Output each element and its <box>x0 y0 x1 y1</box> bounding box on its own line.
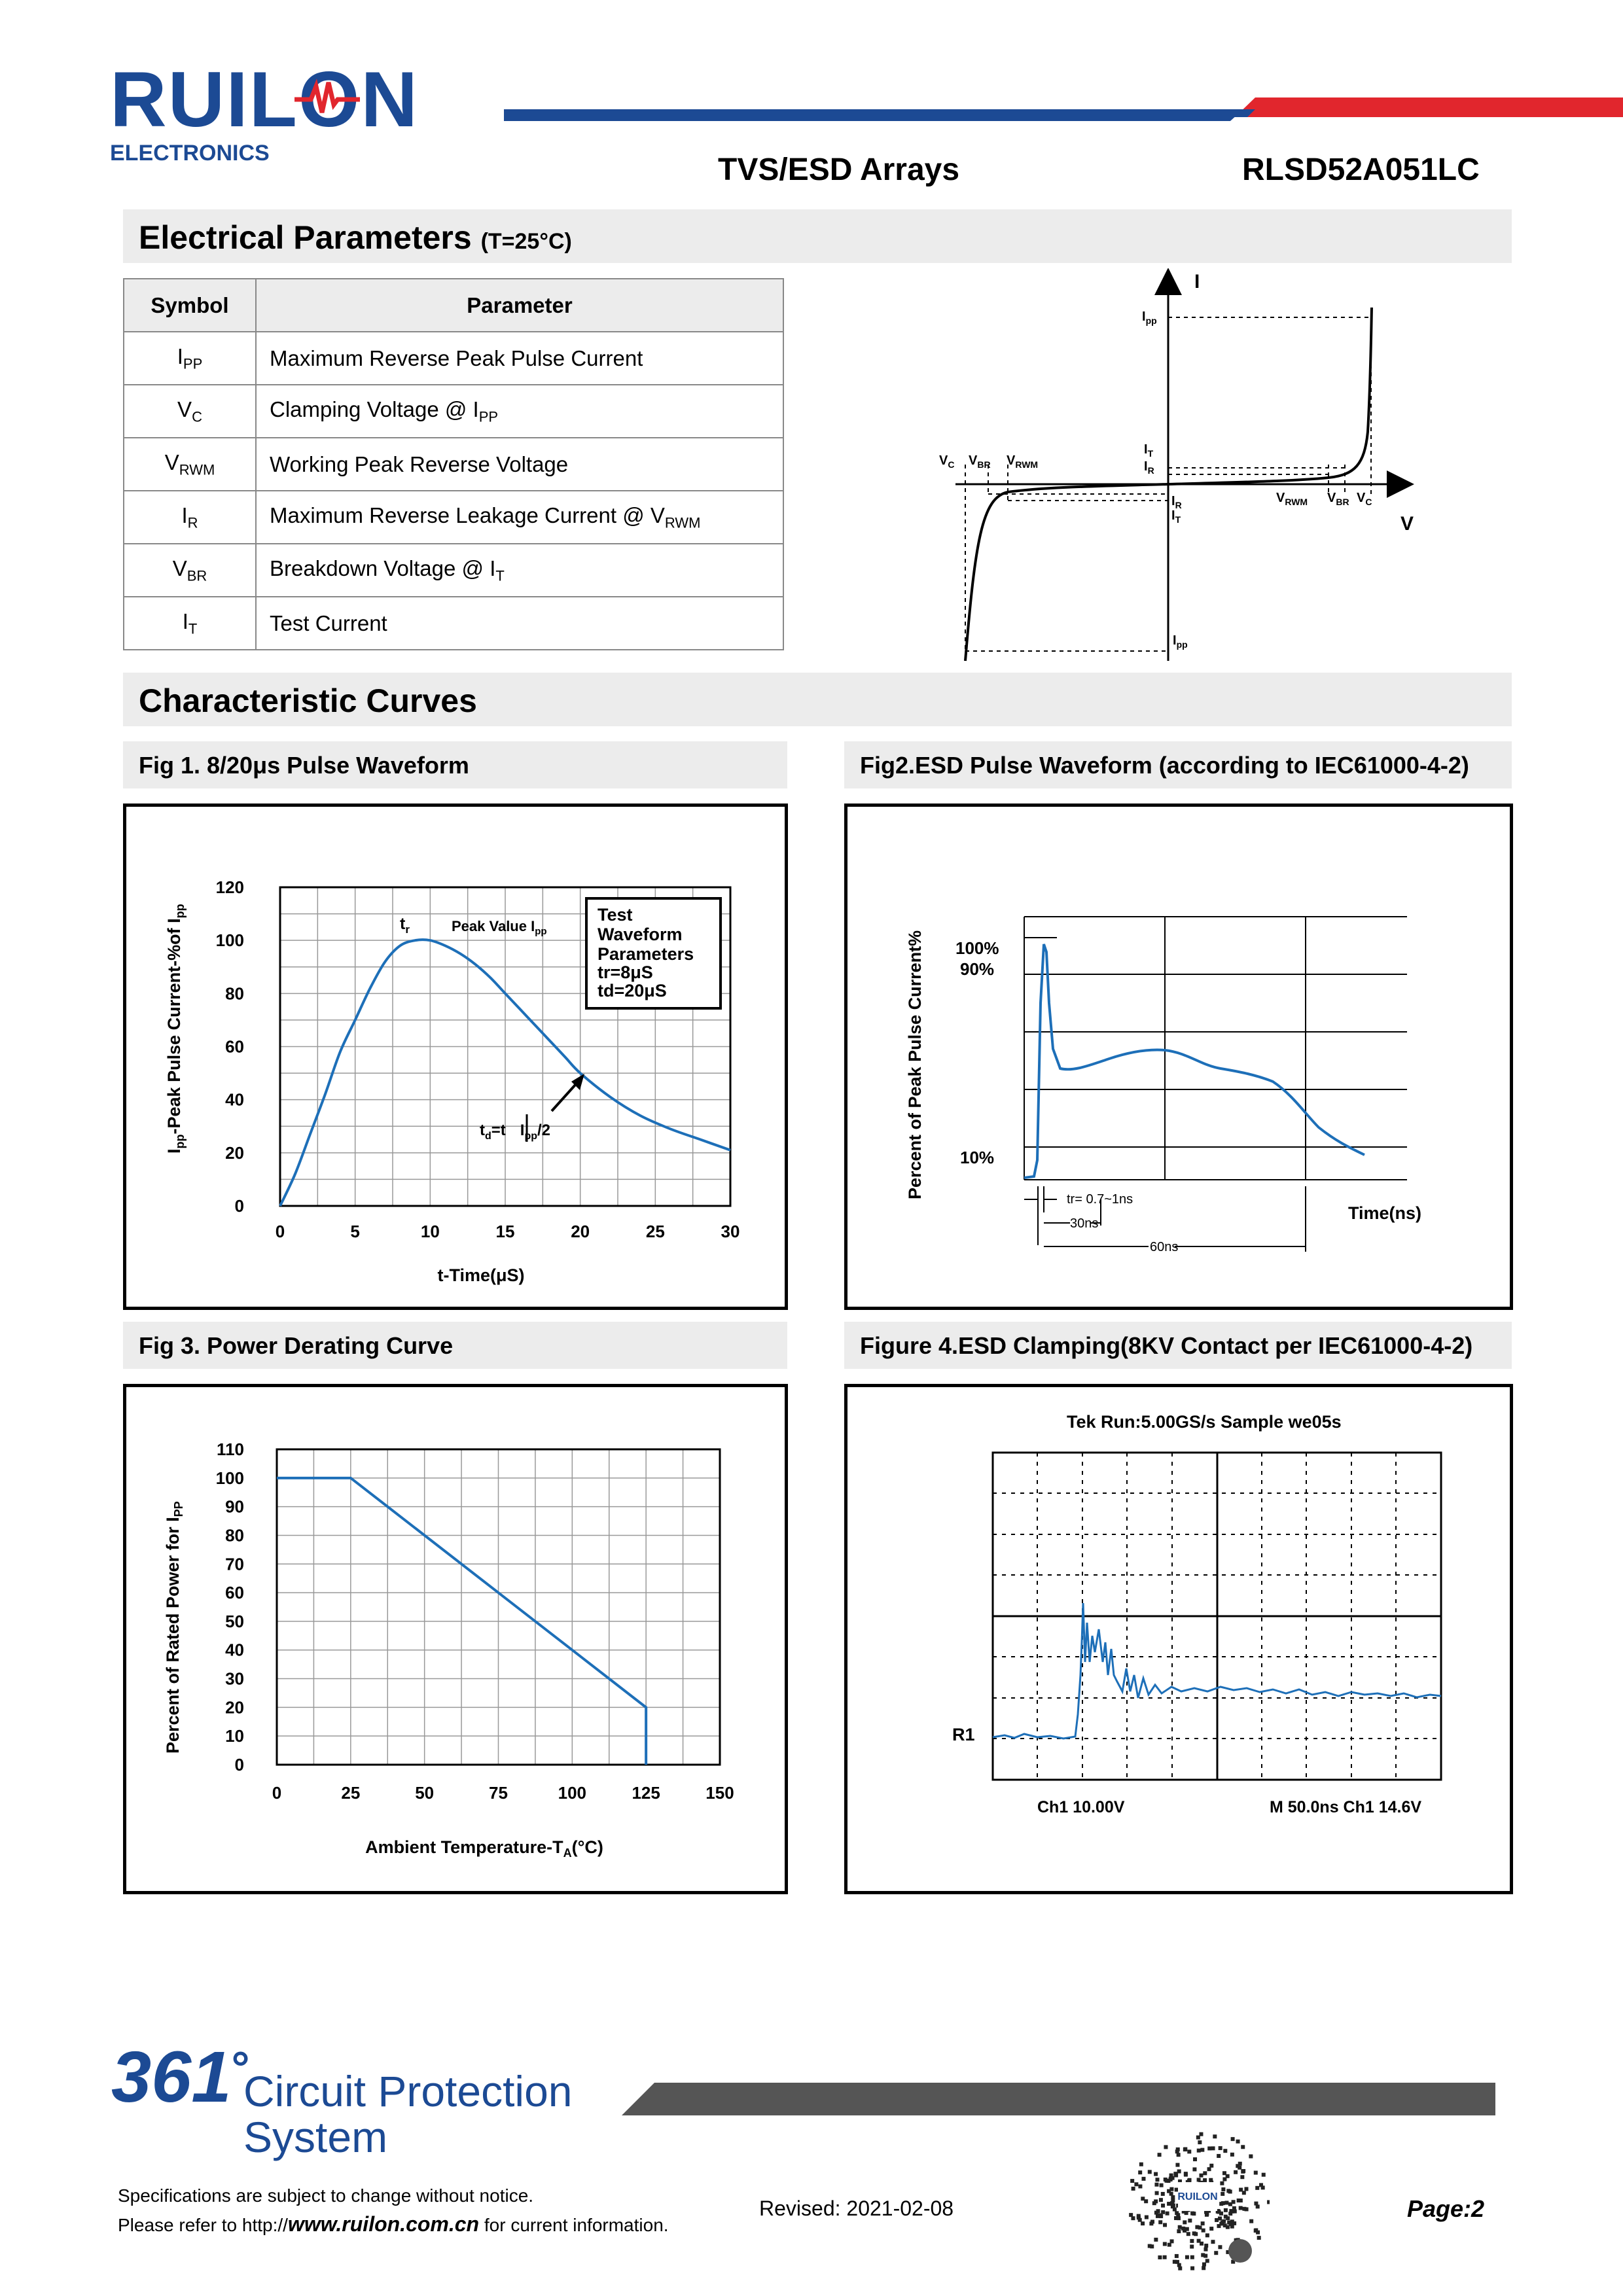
qr-module <box>1254 2228 1258 2232</box>
qr-module <box>1257 2236 1261 2240</box>
table-row <box>124 491 783 544</box>
parameter-cell: Breakdown Voltage @ $I_T$ <box>256 544 783 597</box>
table-row <box>124 544 783 597</box>
fig2-label-100: 100% <box>955 938 999 958</box>
fig1-chart <box>126 807 785 1307</box>
parameter-cell: Clamping Voltage @ $I_{PP}$ <box>256 385 783 438</box>
qr-module <box>1205 2259 1209 2263</box>
footer-notice-1: Specifications are subject to change without notice. <box>118 2185 534 2206</box>
electrical-condition: (T=25°C) <box>480 229 572 254</box>
qr-module <box>1186 2232 1190 2236</box>
y-tick-label: 0 <box>234 1196 244 1216</box>
qr-module <box>1188 2219 1192 2223</box>
qr-module <box>1154 2183 1158 2187</box>
qr-module <box>1158 2153 1162 2157</box>
qr-module <box>1201 2253 1205 2257</box>
qr-module <box>1202 2266 1205 2270</box>
fig2-grid <box>1024 917 1407 1180</box>
qr-module <box>1197 2149 1201 2153</box>
qr-module <box>1156 2214 1160 2218</box>
qr-module <box>1173 2260 1177 2264</box>
qr-module <box>1138 2218 1142 2222</box>
qr-module <box>1237 2199 1241 2202</box>
qr-module <box>1254 2171 1258 2175</box>
qr-module <box>1198 2225 1202 2229</box>
ir-bottom-label: $I_R$ <box>1171 494 1182 510</box>
qr-module <box>1183 2147 1187 2151</box>
fig2-xlabel: Time(ns) <box>1348 1203 1422 1223</box>
footer-notice-suffix: for current information. <box>479 2215 669 2235</box>
qr-module <box>1183 2220 1186 2224</box>
qr-module <box>1190 2245 1194 2249</box>
axis-i-label: I <box>1194 271 1200 292</box>
x-tick-label: 0 <box>275 1222 285 1241</box>
it-bottom-label: $I_T$ <box>1171 508 1181 525</box>
iv-characteristic-diagram <box>936 268 1492 674</box>
x-tick-label: 30 <box>721 1222 740 1241</box>
qr-module <box>1139 2163 1143 2166</box>
qr-module <box>1173 2172 1177 2176</box>
heartbeat-icon <box>294 79 360 118</box>
qr-module <box>1178 2267 1182 2270</box>
y-tick-label: 0 <box>234 1755 244 1775</box>
qr-module <box>1214 2251 1218 2255</box>
qr-module <box>1262 2173 1266 2177</box>
qr-module <box>1169 2174 1173 2178</box>
qr-module <box>1234 2170 1238 2174</box>
x-tick-label: 125 <box>632 1783 660 1803</box>
brand-logo-tail: N <box>361 56 419 143</box>
curves-section-bar <box>123 673 1512 726</box>
qr-module <box>1209 2178 1213 2182</box>
fig1-legend-line: Waveform <box>597 925 683 944</box>
fig2-tr-label: tr= 0.7~1ns <box>1067 1192 1133 1207</box>
fig2-30ns-label: 30ns <box>1070 1216 1099 1231</box>
qr-module <box>1177 2169 1181 2173</box>
fig2-label-10: 10% <box>960 1148 995 1167</box>
qr-module <box>1188 2178 1192 2182</box>
qr-module <box>1229 2209 1233 2213</box>
qr-module <box>1211 2146 1215 2150</box>
it-top-label: $I_T$ <box>1144 442 1154 459</box>
qr-module <box>1171 2204 1175 2208</box>
vbr-left-label: $V_{BR}$ <box>969 453 991 470</box>
qr-module <box>1185 2211 1188 2215</box>
qr-module <box>1141 2197 1145 2200</box>
qr-module <box>1141 2221 1145 2225</box>
fig4-channel-readout: Ch1 10.00V <box>1037 1798 1125 1816</box>
qr-module <box>1232 2221 1236 2225</box>
qr-module <box>1261 2185 1265 2189</box>
qr-module <box>1226 2189 1230 2193</box>
qr-module <box>1170 2239 1174 2243</box>
electrical-section-bar <box>123 209 1512 263</box>
qr-module <box>1154 2199 1158 2203</box>
electrical-title: Electrical Parameters <box>139 219 472 256</box>
qr-module <box>1242 2207 1246 2211</box>
qr-module <box>1236 2140 1240 2144</box>
y-tick-label: 50 <box>225 1611 244 1631</box>
qr-module <box>1154 2172 1158 2176</box>
qr-module <box>1134 2182 1138 2186</box>
qr-module <box>1150 2244 1154 2248</box>
qr-module <box>1241 2169 1245 2173</box>
fig1-caption: Fig 1. 8/20μs Pulse Waveform <box>139 752 469 779</box>
qr-module <box>1211 2240 1215 2244</box>
y-tick-label: 110 <box>217 1439 244 1459</box>
qr-module <box>1175 2254 1179 2258</box>
x-tick-label: 100 <box>558 1783 587 1803</box>
ipp-top-label: $I_{pp}$ <box>1142 309 1157 326</box>
qr-module <box>1221 2192 1224 2196</box>
qr-module <box>1177 2216 1181 2220</box>
fig4-box <box>844 1384 1513 1894</box>
qr-module <box>1231 2137 1235 2141</box>
qr-module <box>1200 2148 1204 2152</box>
qr-module <box>1190 2255 1194 2259</box>
qr-module <box>1175 2211 1179 2215</box>
fig1-legend-line: td=20μS <box>597 981 667 1000</box>
fig4-timebase-readout: M 50.0ns Ch1 14.6V <box>1270 1798 1422 1816</box>
fig1-legend-line: Test <box>597 905 633 925</box>
qr-module <box>1158 2220 1162 2224</box>
qr-module <box>1204 2248 1207 2252</box>
parameter-cell: Maximum Reverse Leakage Current @ $V_{RWM}$ <box>256 491 783 544</box>
fig4-scope <box>847 1387 1510 1891</box>
fig1-box <box>123 804 788 1310</box>
symbol-cell: $I_R$ <box>124 491 256 544</box>
col-parameter: Parameter <box>256 279 783 332</box>
fig3-caption-bar <box>123 1322 787 1369</box>
symbol-cell: $V_{RWM}$ <box>124 438 256 491</box>
footer-notice-prefix: Please refer to http:// <box>118 2215 288 2235</box>
qr-module <box>1219 2146 1222 2150</box>
qr-module <box>1197 2239 1201 2243</box>
qr-module <box>1249 2155 1253 2159</box>
qr-module <box>1145 2216 1149 2219</box>
qr-module <box>1138 2170 1142 2174</box>
symbol-cell: $I_T$ <box>124 597 256 650</box>
y-tick-label: 40 <box>225 1089 244 1110</box>
qr-module <box>1222 2178 1226 2181</box>
brand-logo-text: RUIL <box>110 56 298 143</box>
qr-module <box>1202 2229 1205 2233</box>
qr-module <box>1175 2163 1179 2167</box>
y-tick-label: 80 <box>225 1525 244 1545</box>
qr-module <box>1181 2227 1185 2231</box>
qr-module <box>1167 2202 1171 2206</box>
fig3-chart <box>126 1387 785 1891</box>
ipp-bottom-label: $I_{pp}$ <box>1173 633 1188 650</box>
qr-module <box>1222 2171 1226 2175</box>
y-tick-label: 70 <box>225 1554 244 1574</box>
qr-module <box>1161 2210 1165 2214</box>
footer-brand-361: 361 <box>111 2037 232 2117</box>
fig2-60ns-label: 60ns <box>1150 1240 1179 1254</box>
qr-module <box>1163 2223 1167 2227</box>
qr-module <box>1164 2178 1168 2181</box>
qr-module <box>1175 2149 1179 2153</box>
qr-module <box>1244 2187 1248 2191</box>
qr-module <box>1185 2255 1189 2259</box>
qr-module <box>1224 2201 1228 2205</box>
fig3-caption: Fig 3. Power Derating Curve <box>139 1332 454 1359</box>
qr-module <box>1161 2192 1165 2196</box>
qr-module <box>1163 2242 1167 2246</box>
y-tick-label: 80 <box>225 983 244 1004</box>
y-tick-label: 100 <box>215 930 244 951</box>
footer-revised: Revised: 2021-02-08 <box>759 2197 954 2220</box>
x-tick-label: 150 <box>705 1783 734 1803</box>
qr-module <box>1221 2201 1225 2205</box>
qr-module <box>1190 2212 1194 2216</box>
qr-module <box>1228 2202 1232 2206</box>
qr-module <box>1224 2208 1228 2212</box>
brand-logo <box>110 56 419 143</box>
qr-module <box>1256 2204 1260 2208</box>
y-tick-label: 120 <box>215 877 244 897</box>
qr-module <box>1240 2175 1244 2179</box>
parameter-table <box>123 278 784 650</box>
qr-center-label: RUILON <box>1177 2191 1218 2202</box>
fig4-caption-bar <box>844 1322 1512 1369</box>
footer-notice-2 <box>118 2212 669 2236</box>
vrwm-right-label: $V_{RWM}$ <box>1276 491 1308 507</box>
x-tick-label: 0 <box>272 1783 282 1803</box>
qr-module <box>1190 2239 1194 2243</box>
parameter-cell: Test Current <box>256 597 783 650</box>
vc-right-label: $V_C$ <box>1357 491 1372 507</box>
qr-module <box>1213 2134 1217 2138</box>
qr-module <box>1141 2177 1145 2181</box>
qr-module <box>1159 2198 1163 2202</box>
qr-module <box>1255 2186 1259 2190</box>
qr-module <box>1207 2146 1211 2150</box>
symbol-cell: $I_{PP}$ <box>124 332 256 385</box>
fig1-caption-bar <box>123 741 787 788</box>
y-tick-label: 90 <box>225 1496 244 1517</box>
x-tick-label: 20 <box>571 1222 590 1241</box>
fig3-xlabel: Ambient Temperature-$T_A(^\circ C)$ <box>365 1837 603 1860</box>
y-tick-label: 60 <box>225 1036 244 1057</box>
qr-module <box>1156 2209 1160 2213</box>
ir-top-label: $I_R$ <box>1144 459 1154 476</box>
fig2-label-90: 90% <box>960 959 995 979</box>
symbol-cell: $V_{BR}$ <box>124 544 256 597</box>
qr-module <box>1217 2154 1221 2158</box>
qr-module <box>1230 2153 1234 2157</box>
y-tick-label: 10 <box>225 1726 244 1746</box>
footer-brand-line1: Circuit Protection <box>243 2067 573 2115</box>
qr-module <box>1209 2227 1213 2231</box>
qr-corner-icon <box>1228 2239 1252 2263</box>
footer-page: Page:2 <box>1407 2195 1485 2222</box>
fig4-caption: Figure 4.ESD Clamping(8KV Contact per IEC61000-4-2) <box>860 1332 1473 1359</box>
qr-module <box>1239 2206 1243 2210</box>
brand-subtitle: ELECTRONICS <box>110 141 270 166</box>
qr-module <box>1209 2164 1213 2168</box>
parameter-cell: Working Peak Reverse Voltage <box>256 438 783 491</box>
qr-module <box>1154 2238 1158 2242</box>
symbol-cell: $V_C$ <box>124 385 256 438</box>
fig4-marker-r1: R1 <box>952 1725 975 1744</box>
qr-module <box>1190 2267 1194 2270</box>
qr-module <box>1158 2255 1162 2259</box>
fig2-caption-bar <box>844 741 1512 788</box>
qr-module <box>1184 2172 1188 2176</box>
table-row <box>124 597 783 650</box>
qr-module <box>1215 2218 1219 2222</box>
fig1-tr-label: $t_r$ <box>400 915 410 936</box>
qr-module <box>1160 2183 1164 2187</box>
qr-module <box>1205 2233 1209 2237</box>
fig3-ylabel: Percent of Rated Power for $I_{PP}$ <box>163 1501 185 1754</box>
qr-module <box>1201 2221 1205 2225</box>
qr-module <box>1130 2179 1134 2183</box>
fig3-box <box>123 1384 788 1894</box>
qr-module <box>1159 2214 1163 2218</box>
qr-module <box>1192 2231 1196 2235</box>
qr-module <box>1199 2174 1203 2178</box>
qr-module <box>1155 2178 1159 2181</box>
y-tick-label: 30 <box>225 1669 244 1689</box>
qr-module <box>1198 2140 1202 2144</box>
fig1-legend-line: Parameters <box>597 944 694 964</box>
qr-code <box>1126 2127 1270 2270</box>
footer-website-link[interactable]: www.ruilon.com.cn <box>287 2212 480 2236</box>
qr-module <box>1241 2145 1245 2149</box>
fig2-waveform <box>1024 944 1364 1178</box>
fig2-chart <box>847 807 1510 1307</box>
x-tick-label: 15 <box>495 1222 515 1241</box>
qr-module <box>1138 2184 1142 2188</box>
x-tick-label: 25 <box>645 1222 665 1241</box>
brand-logo-o: O <box>298 60 361 139</box>
qr-module <box>1177 2229 1181 2233</box>
fig1-legend-line: tr=8μS <box>597 963 653 982</box>
qr-module <box>1169 2187 1173 2191</box>
x-tick-label: 10 <box>420 1222 440 1241</box>
qr-module <box>1223 2149 1227 2153</box>
vbr-right-label: $V_{BR}$ <box>1327 491 1349 507</box>
y-tick-label: 100 <box>215 1468 244 1488</box>
qr-module <box>1218 2245 1222 2249</box>
qr-module <box>1166 2212 1169 2216</box>
qr-module <box>1204 2244 1208 2248</box>
parameter-cell: Maximum Reverse Peak Pulse Current <box>256 332 783 385</box>
parameter-rows <box>124 332 783 650</box>
qr-module <box>1202 2263 1206 2267</box>
table-row <box>124 385 783 438</box>
qr-module <box>1203 2171 1207 2175</box>
qr-module <box>1185 2227 1189 2231</box>
footer-stripe <box>622 2083 1495 2115</box>
qr-module <box>1161 2204 1165 2208</box>
qr-module <box>1171 2195 1175 2199</box>
vc-left-label: $V_C$ <box>939 453 955 470</box>
y-tick-label: 20 <box>225 1142 244 1163</box>
fig1-ylabel: $I_{pp}$-Peak Pulse Current-%of $I_{pp}$ <box>164 904 187 1154</box>
qr-module <box>1220 2181 1224 2185</box>
qr-module <box>1129 2213 1133 2217</box>
axis-v-label: V <box>1400 513 1414 535</box>
qr-module <box>1236 2164 1240 2168</box>
qr-module <box>1221 2187 1225 2191</box>
vrwm-left-label: $V_{RWM}$ <box>1007 453 1039 470</box>
y-tick-label: 20 <box>225 1697 244 1718</box>
qr-module <box>1193 2157 1197 2161</box>
qr-module <box>1137 2214 1141 2218</box>
fig2-ylabel: Percent of Peak Pulse Current% <box>905 930 925 1199</box>
header-part-number: RLSD52A051LC <box>1242 152 1480 187</box>
y-tick-label: 40 <box>225 1640 244 1660</box>
footer-brand-degree: ° <box>231 2042 250 2093</box>
x-tick-label: 25 <box>341 1783 361 1803</box>
qr-module <box>1192 2167 1196 2171</box>
qr-module <box>1187 2149 1191 2153</box>
qr-module <box>1207 2167 1211 2171</box>
qr-module <box>1239 2188 1243 2192</box>
qr-module <box>1164 2145 1168 2149</box>
qr-module <box>1196 2136 1200 2140</box>
qr-module <box>1155 2191 1159 2195</box>
x-tick-label: 50 <box>415 1783 435 1803</box>
table-row <box>124 438 783 491</box>
qr-module <box>1267 2200 1270 2204</box>
fig1-legend-box <box>586 898 721 1008</box>
qr-module <box>1203 2178 1207 2182</box>
fig1-peak-label: Peak Value $I_{pp}$ <box>452 918 547 937</box>
qr-module <box>1168 2243 1171 2247</box>
fig1-td-label: $t_d=t$ $I_{pp}/2$ <box>480 1122 551 1142</box>
qr-module <box>1132 2187 1135 2191</box>
qr-module <box>1219 2221 1223 2225</box>
fig2-box <box>844 804 1513 1310</box>
qr-module <box>1226 2216 1230 2220</box>
x-tick-label: 5 <box>350 1222 360 1241</box>
fig2-caption: Fig2.ESD Pulse Waveform (according to IEC61000-4-2) <box>860 752 1469 779</box>
fig1-xlabel: t-Time(μS) <box>437 1265 525 1285</box>
qr-module <box>1169 2192 1173 2196</box>
x-tick-label: 75 <box>489 1783 508 1803</box>
qr-module <box>1149 2221 1153 2225</box>
header-category: TVS/ESD Arrays <box>718 152 960 187</box>
qr-module <box>1249 2219 1253 2223</box>
qr-module <box>1163 2255 1167 2259</box>
col-symbol: Symbol <box>124 279 256 332</box>
table-row <box>124 332 783 385</box>
header-stripe <box>504 95 1623 121</box>
curves-title: Characteristic Curves <box>139 682 477 719</box>
fig4-scope-title: Tek Run:5.00GS/s Sample we05s <box>1067 1412 1342 1432</box>
qr-module <box>1148 2170 1152 2174</box>
footer-brand <box>111 2037 250 2117</box>
qr-module <box>1178 2225 1182 2229</box>
y-tick-label: 60 <box>225 1583 244 1603</box>
footer-brand-line2: System <box>243 2113 388 2161</box>
